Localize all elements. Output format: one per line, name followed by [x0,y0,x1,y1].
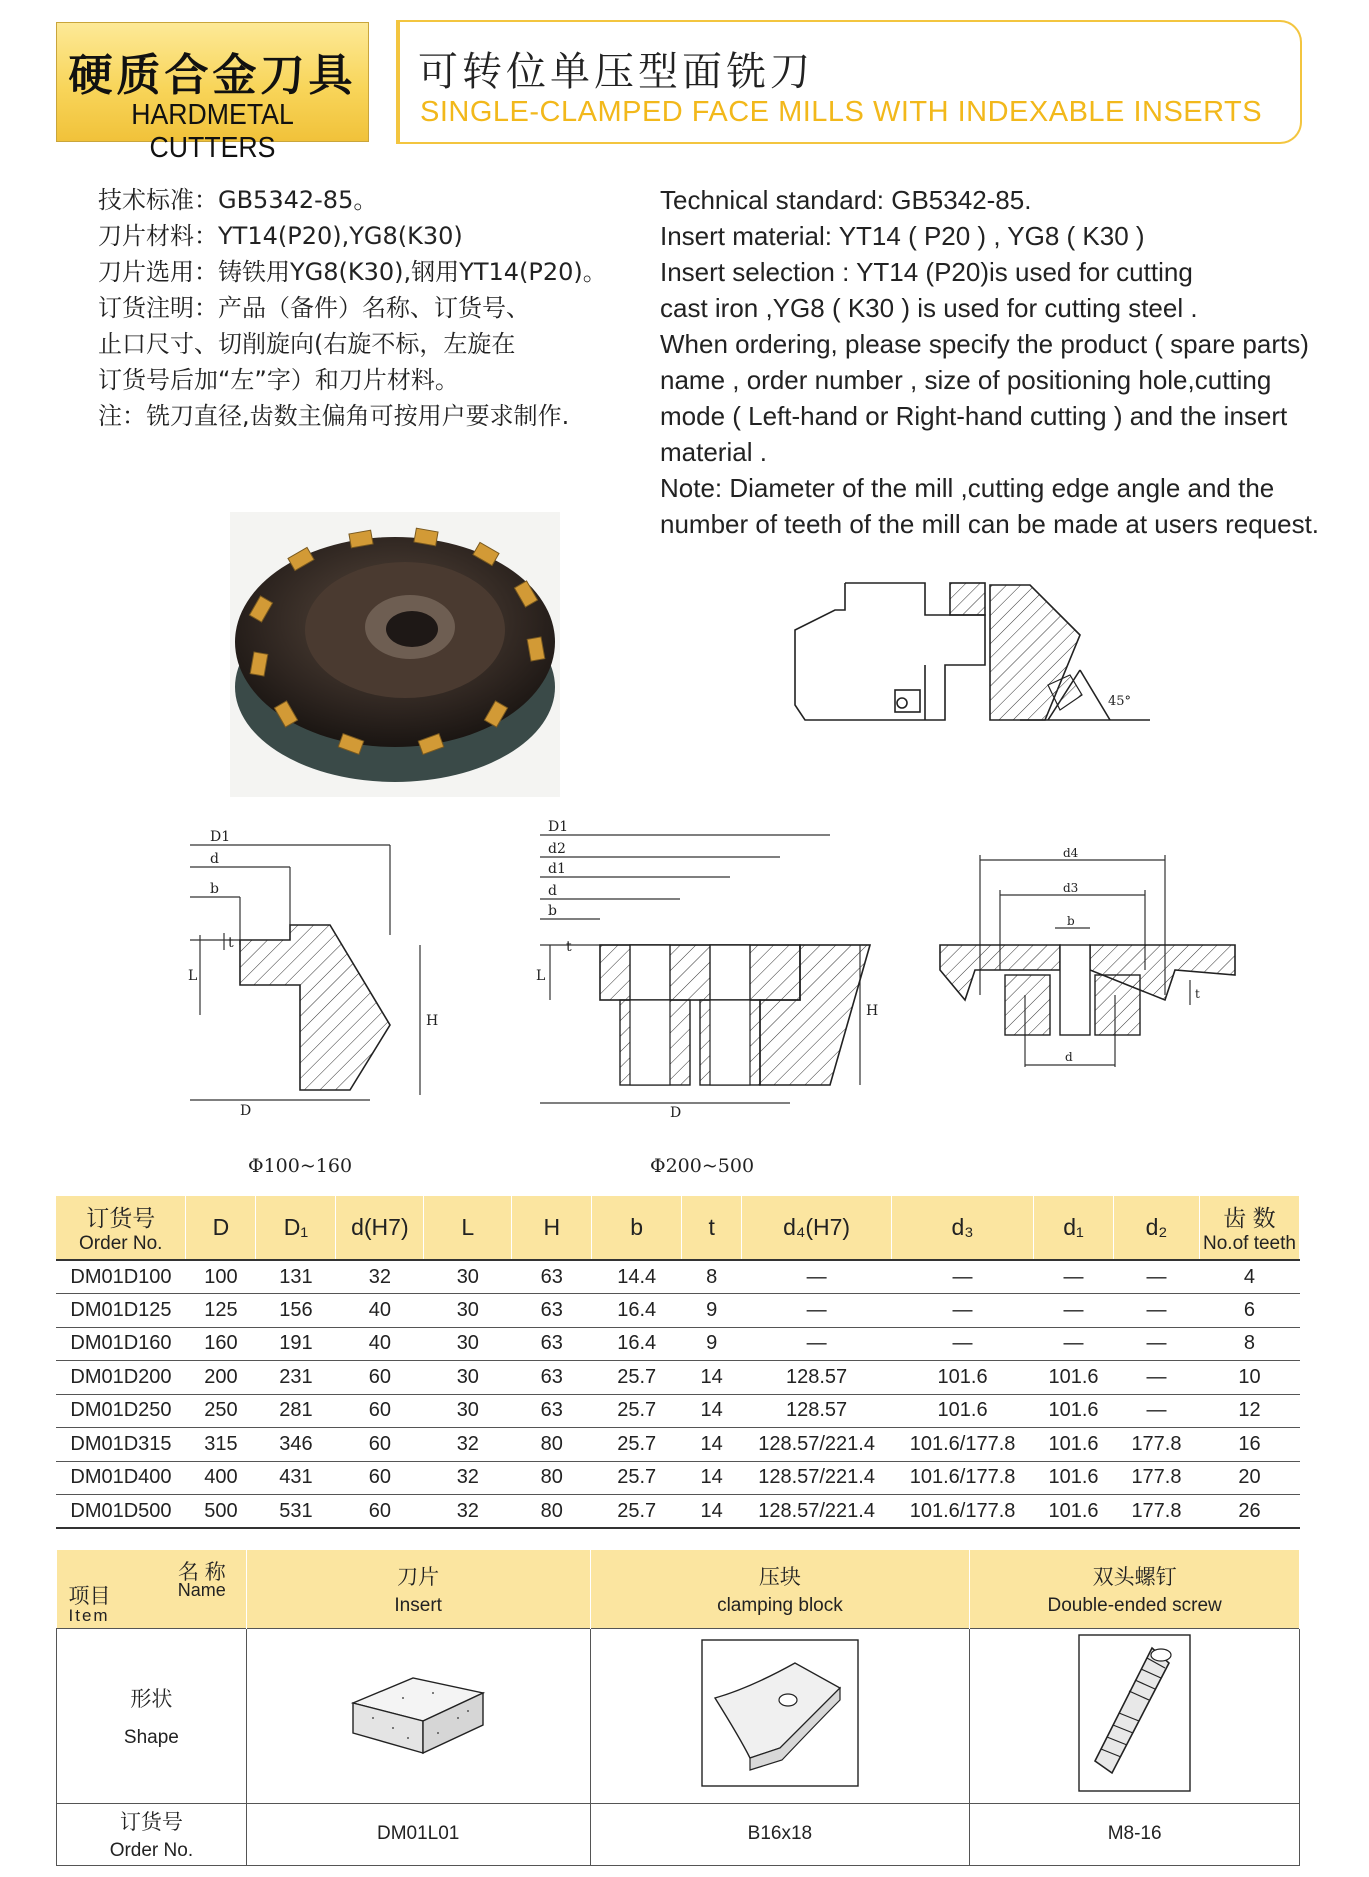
en-line: Insert selection : YT14 (P20)is used for cutting [660,257,1193,287]
table-cell: 8 [1199,1327,1299,1361]
table-cell: 14 [682,1495,742,1529]
table-cell: 4 [1199,1260,1299,1294]
cn-line: 技术标准：GB5342-85。 [98,186,378,214]
table-cell: 315 [186,1428,256,1462]
table-cell: 131 [256,1260,336,1294]
col-header: d₃ [892,1196,1034,1260]
shape-row [57,1628,1300,1803]
table-cell: 40 [336,1294,424,1328]
screw-shape-cell [970,1628,1300,1803]
en-line: name , order number , size of positioning hole,cutting [660,365,1272,395]
corner-name-en: Name [177,1580,226,1600]
table-cell: 60 [336,1495,424,1529]
dim-label: L [188,968,198,984]
table-row [56,1394,1300,1428]
table-cell: 200 [186,1361,256,1395]
en-line: material . [660,437,767,467]
col-order-no: 订货号 Order No. [56,1196,186,1260]
table-cell: DM01D160 [56,1327,186,1361]
angle-label: 45° [1108,694,1132,709]
table-cell: — [1114,1294,1200,1328]
en-line: mode ( Left-hand or Right-hand cutting ) and the insert [660,401,1288,431]
brand-title-en: HARDMETAL CUTTERS [131,99,294,164]
title-accent-bar [396,20,400,144]
table-cell: 400 [186,1461,256,1495]
table-cell: 14 [682,1428,742,1462]
page-title-en: SINGLE-CLAMPED FACE MILLS WITH INDEXABLE INSERTS [420,96,1263,128]
table-cell: 101.6/177.8 [892,1428,1034,1462]
table-cell: 101.6 [1034,1495,1114,1529]
table-cell: DM01D400 [56,1461,186,1495]
table-cell: — [742,1294,892,1328]
table-cell: 25.7 [592,1361,682,1395]
insert-shape-cell [246,1628,590,1803]
dim-label: d1 [548,861,566,877]
table-cell: — [1114,1361,1200,1395]
table-cell: 80 [512,1461,592,1495]
face-mill-photo [230,512,560,797]
page-title-cn: 可转位单压型面铣刀 [418,49,814,95]
table-cell: — [742,1327,892,1361]
table-cell: — [892,1260,1034,1294]
table-cell: 156 [256,1294,336,1328]
cn-line: 刀片材料：YT14(P20),YG8(K30) [98,222,463,250]
table-cell: 60 [336,1361,424,1395]
clamping-block-shape-cell [590,1628,970,1803]
dim-label: d [548,883,557,899]
dim-label: b [548,903,557,919]
table-cell: 9 [682,1327,742,1361]
dim-label: d2 [548,841,566,857]
table-cell: — [742,1260,892,1294]
dim-label: b [210,881,219,897]
table-cell: 30 [424,1361,512,1395]
table-cell: — [1114,1394,1200,1428]
col-clamping-block: 压块 clamping block [590,1550,970,1628]
table-cell: 14 [682,1394,742,1428]
clamping-block-icon [700,1638,860,1788]
table-cell: 32 [336,1260,424,1294]
table-cell: 128.57/221.4 [742,1461,892,1495]
shape-label-cell: 形状 Shape [57,1628,247,1803]
table-row [56,1294,1300,1328]
table-cell: 6 [1199,1294,1299,1328]
en-line: Note: Diameter of the mill ,cutting edge angle and the [660,473,1275,503]
dim-label: d [210,851,219,867]
table-cell: 63 [512,1294,592,1328]
cn-line: 订货号后加“左”字）和刀片材料。 [98,366,459,394]
col-header: H [512,1196,592,1260]
table-cell: — [1114,1260,1200,1294]
corner-item-en: Item [68,1606,110,1625]
table-cell: 101.6 [892,1361,1034,1395]
english-spec-text [660,182,1319,542]
table-cell: 32 [424,1428,512,1462]
caption-large: Φ200~500 [650,1155,755,1177]
table-cell: 16.4 [592,1327,682,1361]
table-cell: DM01D200 [56,1361,186,1395]
table-row [56,1260,1300,1294]
table-cell: 281 [256,1394,336,1428]
table-cell: 9 [682,1294,742,1328]
table-cell: 231 [256,1361,336,1395]
insert-icon [343,1663,493,1763]
table-cell: 32 [424,1495,512,1529]
en-line: cast iron ,YG8 ( K30 ) is used for cutting steel . [660,293,1198,323]
table-cell: 14 [682,1361,742,1395]
table-cell: 100 [186,1260,256,1294]
table-cell: 60 [336,1394,424,1428]
table-cell: — [892,1294,1034,1328]
table-cell: 101.6 [1034,1394,1114,1428]
table-cell: 14 [682,1461,742,1495]
en-line: Insert material: YT14 ( P20 ) , YG8 ( K30 ) [660,221,1145,251]
col-header: D₁ [256,1196,336,1260]
dim-label: d3 [1063,881,1079,895]
table-cell: 128.57 [742,1394,892,1428]
table-cell: 30 [424,1294,512,1328]
cn-line: 刀片选用：铸铁用YG8(K30),钢用YT14(P20)。 [98,258,607,286]
corner-item-cn: 项目 [68,1585,111,1608]
caption-small: Φ100~160 [248,1155,353,1177]
table-cell: 16.4 [592,1294,682,1328]
dim-label: D1 [210,829,231,845]
table-cell: 177.8 [1114,1428,1200,1462]
table-cell: 60 [336,1428,424,1462]
table-cell: 63 [512,1327,592,1361]
order-no-cell: DM01L01 [246,1803,590,1865]
dim-label: t [228,935,234,951]
dim-label: L [536,968,546,984]
dim-label: t [566,939,572,955]
table-row [56,1428,1300,1462]
spare-parts-table [56,1550,1300,1866]
table-cell: 80 [512,1495,592,1529]
dim-label: D [670,1105,682,1121]
cutter-drawing-small [180,825,490,1125]
dim-label: b [1067,914,1075,928]
table-cell: 20 [1199,1461,1299,1495]
cn-line: 注：铣刀直径,齿数主偏角可按用户要求制作. [98,402,570,430]
table-cell: 101.6 [892,1394,1034,1428]
table-cell: 346 [256,1428,336,1462]
chinese-spec-text [98,182,607,434]
table-cell: 101.6/177.8 [892,1461,1034,1495]
table-cell: 25.7 [592,1495,682,1529]
table-row [56,1361,1300,1395]
table-row [56,1461,1300,1495]
table-cell: — [1114,1327,1200,1361]
cn-line: 止口尺寸、切削旋向(右旋不标，左旋在 [98,330,516,358]
table-header-row [56,1196,1300,1260]
table-cell: 431 [256,1461,336,1495]
table-row [56,1495,1300,1529]
table-cell: 30 [424,1260,512,1294]
table-cell: 25.7 [592,1428,682,1462]
table-cell: DM01D125 [56,1294,186,1328]
table-cell: 25.7 [592,1394,682,1428]
col-header: b [592,1196,682,1260]
col-header: d₂ [1114,1196,1200,1260]
table-cell: 14.4 [592,1260,682,1294]
table-cell: 30 [424,1394,512,1428]
table-cell: DM01D250 [56,1394,186,1428]
brand-title-cn: 硬质合金刀具 [68,50,357,101]
table-cell: 12 [1199,1394,1299,1428]
order-label-cell: 订货号 Order No. [57,1803,247,1865]
col-header: d₁ [1034,1196,1114,1260]
table-cell: — [1034,1294,1114,1328]
table-cell: 63 [512,1260,592,1294]
dim-label: d4 [1063,846,1079,860]
table-cell: 10 [1199,1361,1299,1395]
table-cell: 101.6 [1034,1428,1114,1462]
order-no-cell: B16x18 [590,1803,970,1865]
table-cell: 500 [186,1495,256,1529]
en-line: number of teeth of the mill can be made at users request. [660,509,1320,539]
brand-box [56,22,369,164]
table-cell: 177.8 [1114,1461,1200,1495]
table-cell: DM01D100 [56,1260,186,1294]
table-cell: 26 [1199,1495,1299,1529]
table-cell: — [892,1327,1034,1361]
table-cell: 30 [424,1327,512,1361]
table-cell: 177.8 [1114,1495,1200,1529]
dim-label: t [1195,987,1200,1001]
positioning-hole-detail [935,845,1245,1080]
table-cell: 160 [186,1327,256,1361]
table-cell: 80 [512,1428,592,1462]
en-line: Technical standard: GB5342-85. [660,185,1032,215]
table-cell: 8 [682,1260,742,1294]
order-no-cell: M8-16 [970,1803,1300,1865]
dim-label: H [866,1003,879,1019]
col-teeth: 齿 数 No.of teeth [1199,1196,1299,1260]
table-cell: 63 [512,1394,592,1428]
specification-table [56,1196,1300,1529]
table-cell: DM01D315 [56,1428,186,1462]
parts-corner-cell [57,1550,247,1628]
dim-label: D [240,1103,252,1119]
table-cell: 25.7 [592,1461,682,1495]
col-header: t [682,1196,742,1260]
table-cell: 101.6 [1034,1361,1114,1395]
col-header: L [424,1196,512,1260]
table-cell: 60 [336,1461,424,1495]
table-cell: 32 [424,1461,512,1495]
table-cell: 40 [336,1327,424,1361]
cn-line: 订货注明：产品（备件）名称、订货号、 [98,294,530,322]
order-row [57,1803,1300,1865]
table-cell: 125 [186,1294,256,1328]
parts-header-row [57,1550,1300,1628]
corner-name-cn: 名 称 [177,1561,226,1584]
table-cell: 191 [256,1327,336,1361]
col-header: D [186,1196,256,1260]
table-cell: — [1034,1327,1114,1361]
cutter-drawing-large [530,815,880,1125]
dim-label: D1 [548,819,569,835]
dim-label: d [1065,1050,1073,1064]
screw-icon [1077,1633,1192,1793]
table-cell: — [1034,1260,1114,1294]
table-cell: 128.57/221.4 [742,1495,892,1529]
table-cell: 250 [186,1394,256,1428]
table-cell: 531 [256,1495,336,1529]
table-cell: 63 [512,1361,592,1395]
en-line: When ordering, please specify the product ( spare parts) [660,329,1309,359]
table-cell: 128.57 [742,1361,892,1395]
table-cell: 101.6 [1034,1461,1114,1495]
col-insert: 刀片 Insert [246,1550,590,1628]
table-row [56,1327,1300,1361]
table-cell: 128.57/221.4 [742,1428,892,1462]
table-cell: 16 [1199,1428,1299,1462]
table-cell: DM01D500 [56,1495,186,1529]
insert-angle-drawing [790,575,1150,735]
dim-label: H [426,1013,439,1029]
col-header: d₄(H7) [742,1196,892,1260]
table-cell: 101.6/177.8 [892,1495,1034,1529]
col-screw: 双头螺钉 Double-ended screw [970,1550,1300,1628]
col-header: d(H7) [336,1196,424,1260]
